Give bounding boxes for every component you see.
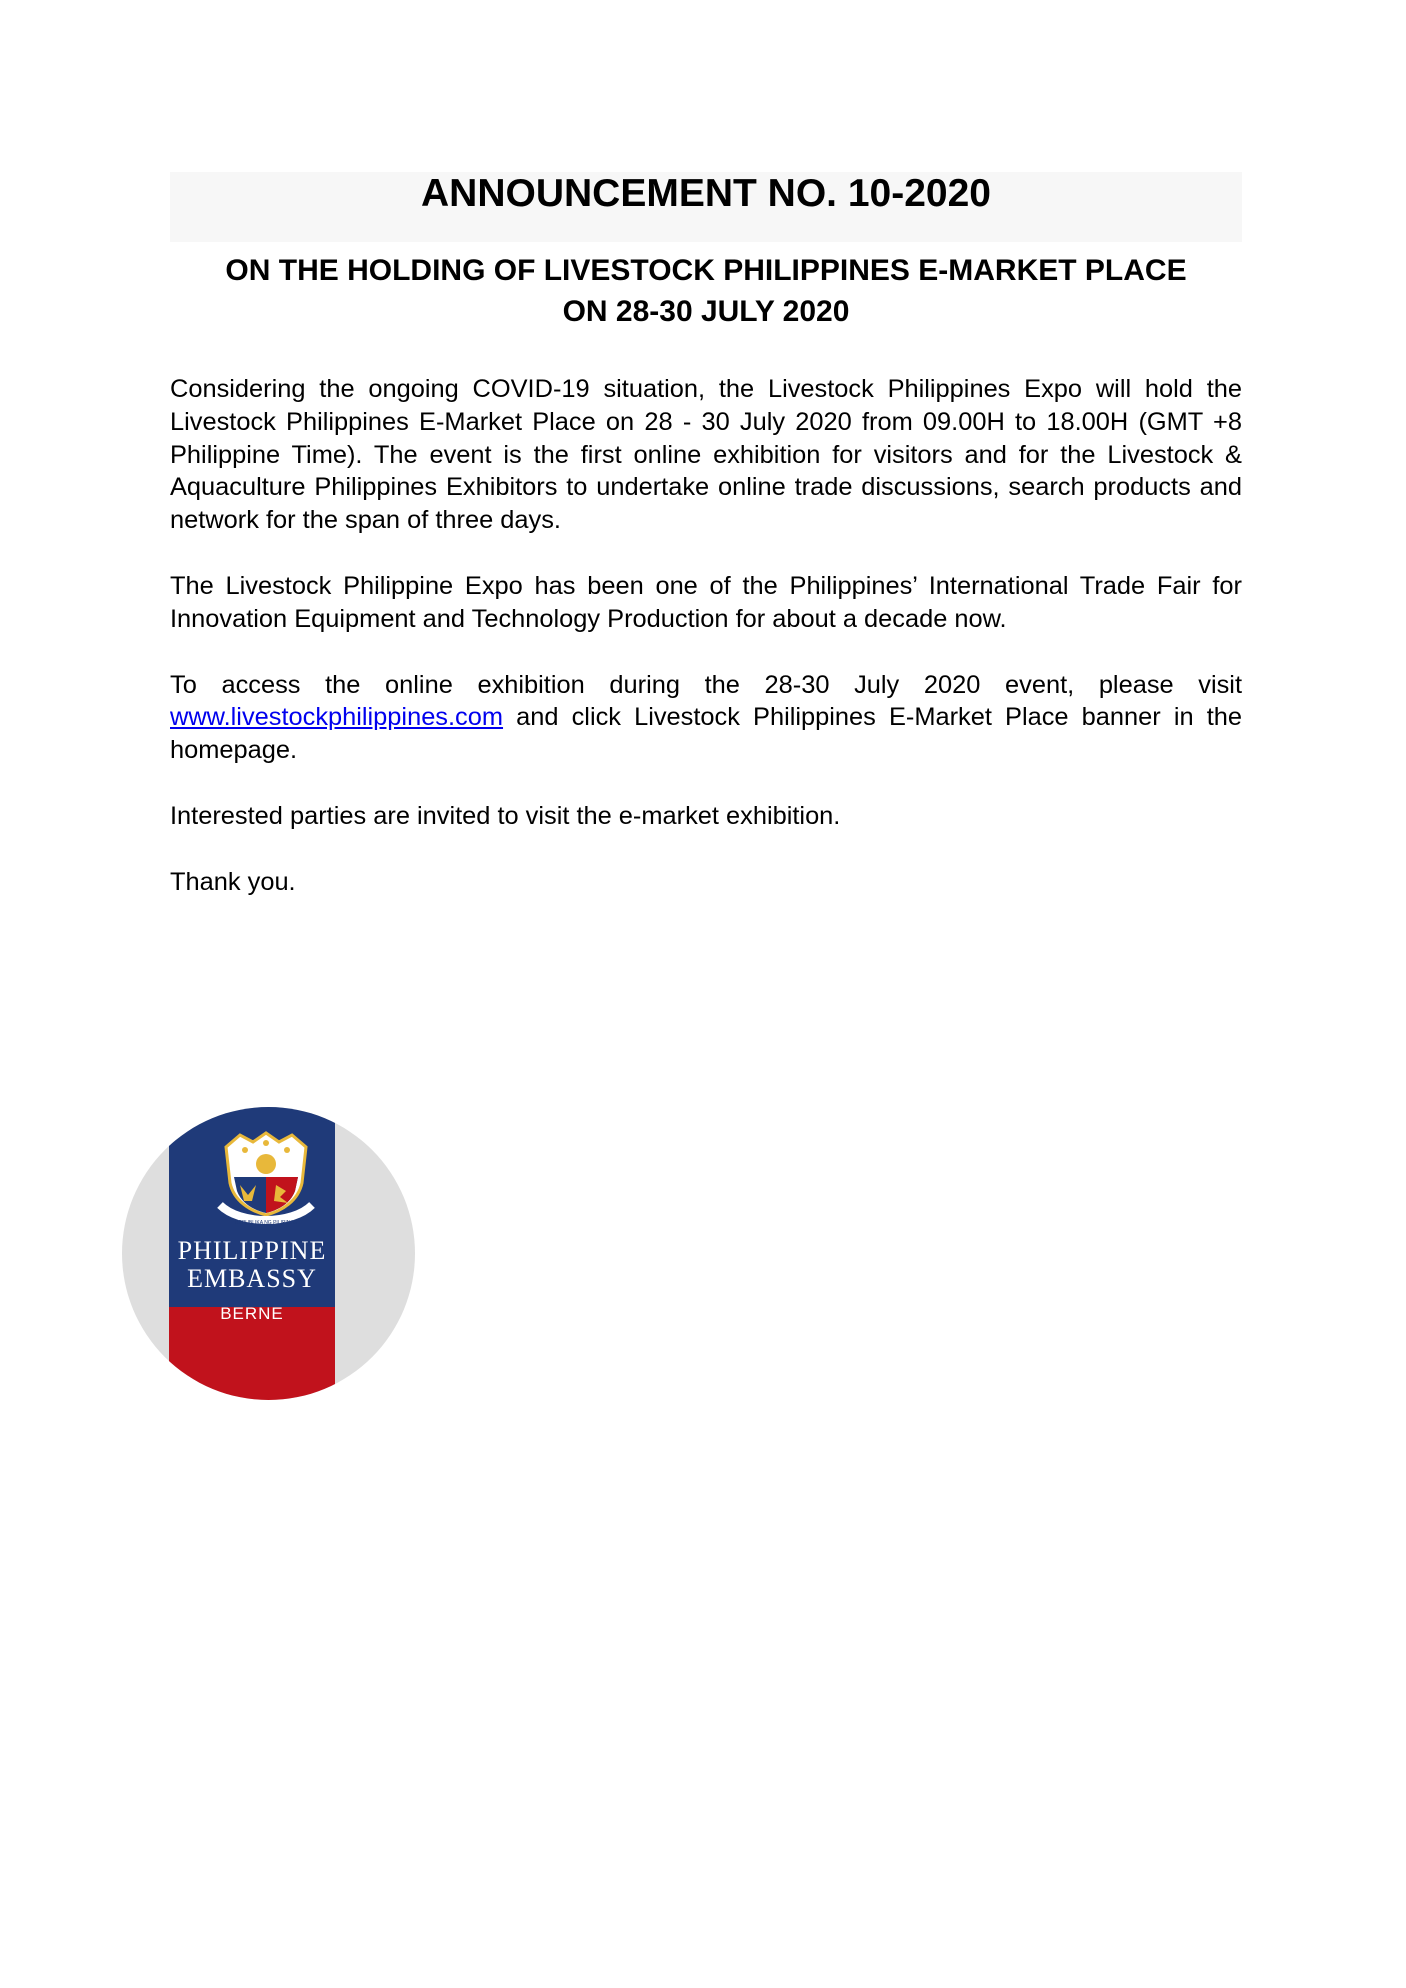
philippine-embassy-logo — [122, 1107, 415, 1400]
website-link[interactable]: www.livestockphilippines.com — [170, 703, 504, 732]
announcement-title: ANNOUNCEMENT NO. 10-2020 — [421, 172, 991, 215]
subtitle-line-2: ON 28-30 JULY 2020 — [562, 295, 850, 328]
seal-ribbon-text: REPUBLIKA NG PILIPINAS — [235, 1220, 297, 1226]
access-text-before: To access the online exhibition during the 28-30 July 2020 event, please visit — [170, 670, 1242, 699]
subtitle-line-1: ON THE HOLDING OF LIVESTOCK PHILIPPINES E-MARKET PLACE — [225, 254, 1187, 287]
logo-text-philippine: PHILIPPINE — [177, 1236, 327, 1265]
logo-text-embassy: EMBASSY — [187, 1264, 317, 1293]
announcement-body — [170, 373, 1242, 932]
announcement-subtitle — [170, 250, 1242, 332]
coat-of-arms-icon — [220, 1133, 312, 1226]
paragraph-access-info — [170, 669, 1242, 767]
access-text-after: and click Livestock Philippines E-Market Place banner in the homepage. — [170, 703, 1242, 765]
paragraph-invitation: Interested parties are invited to visit the e-market exhibition. — [170, 801, 841, 830]
closing-text: Thank you. — [170, 867, 296, 896]
paragraph-covid-situation: Considering the ongoing COVID-19 situation, the Livestock Philippines Expo will hold the Livestock Philippines E-Market Place on 28 - 30 July 2020 from 09.00H to 18.00H (GMT +8 Philippine Time). The event is the first online exhibition for visitors and for the Livestock & Aquaculture Philippines Exhibitors to undertake online trade discussions, search products and network for the span of three days. — [170, 375, 1242, 535]
paragraph-expo-history: The Livestock Philippine Expo has been one of the Philippines’ International Trade Fair for Innovation Equipment and Technology Production for about a decade now. — [170, 571, 1242, 633]
logo-text-berne: BERNE — [220, 1304, 284, 1323]
